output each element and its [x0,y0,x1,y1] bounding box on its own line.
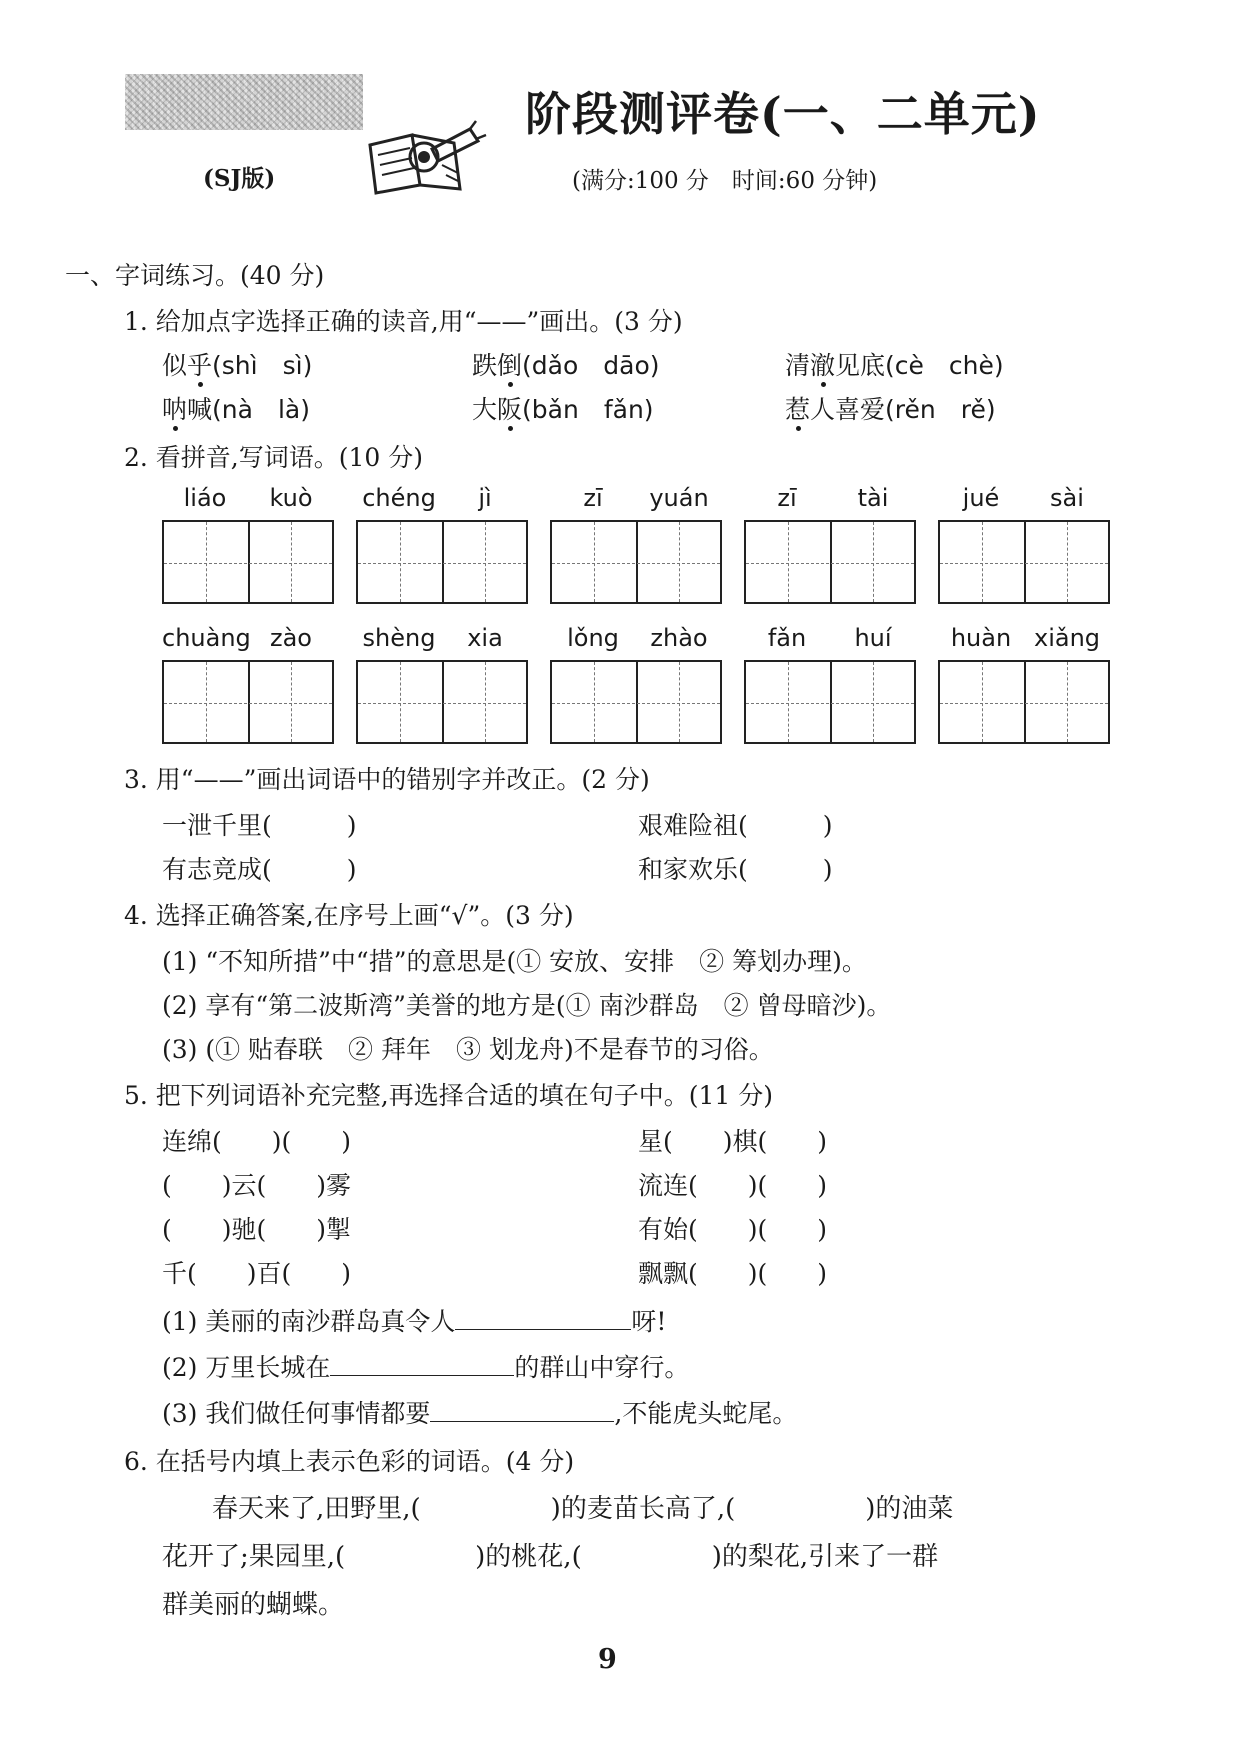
publisher-logo [125,74,363,130]
answer-blank[interactable] [455,1307,631,1330]
q5-word: 星( )棋( ) [638,1127,828,1156]
writing-grid[interactable] [550,520,722,604]
writing-grid[interactable] [550,660,722,744]
q3-item: 和家欢乐( ) [638,855,833,884]
question-3-prompt: 3. 用“——”画出词语中的错别字并改正。(2 分) [124,765,650,794]
answer-blank[interactable] [330,1353,514,1376]
q5-word: ( )云( )雾 [162,1171,352,1200]
section-title: 一、字词练习。(40 分) [65,261,325,290]
q5-word: 千( )百( ) [162,1259,352,1288]
q1-item: 惹人喜爱(rěn rě) [785,395,996,424]
q1-item: 清澈见底(cè chè) [785,351,1004,380]
q6-passage-line: 春天来了,田野里,( )的麦苗长高了,( )的油菜 [212,1494,954,1524]
q5-word: 流连( )( ) [638,1171,828,1200]
q1-item: 似乎(shì sì) [162,351,313,380]
writing-grid[interactable] [162,660,334,744]
writing-grid[interactable] [162,520,334,604]
score-time-info: (满分:100 分 时间:60 分钟) [572,168,878,194]
writing-grid[interactable] [938,520,1110,604]
q5-word: 飘飘( )( ) [638,1259,828,1288]
question-1-prompt: 1. 给加点字选择正确的读音,用“——”画出。(3 分) [124,307,683,336]
page-number: 9 [598,1644,617,1675]
q5-word: 连绵( )( ) [162,1127,352,1156]
question-5-prompt: 5. 把下列词语补充完整,再选择合适的填在句子中。(11 分) [124,1081,774,1110]
question-4-prompt: 4. 选择正确答案,在序号上画“√”。(3 分) [124,901,574,930]
q1-item: 跌倒(dǎo dāo) [472,351,660,380]
q5-sentence: (3) 我们做任何事情都要 ,不能虎头蛇尾。 [162,1399,798,1428]
q3-item: 有志竞成( ) [162,855,357,884]
writing-grid[interactable] [356,660,528,744]
edition-label: (SJ版) [203,165,276,192]
q6-passage-line: 群美丽的蝴蝶。 [162,1590,345,1620]
q4-item: (2) 享有“第二波斯湾”美誉的地方是(① 南沙群岛 ② 曾母暗沙)。 [162,991,892,1020]
q1-item: 呐喊(nà là) [162,395,310,424]
writing-grid[interactable] [356,520,528,604]
writing-grid[interactable] [744,660,916,744]
writing-grid[interactable] [938,660,1110,744]
question-2-prompt: 2. 看拼音,写词语。(10 分) [124,443,424,472]
q4-item: (1) “不知所措”中“措”的意思是(① 安放、安排 ② 筹划办理)。 [162,947,867,976]
q1-item: 大阪(bǎn fǎn) [472,395,654,424]
q5-word: 有始( )( ) [638,1215,828,1244]
q4-item: (3) (① 贴春联 ② 拜年 ③ 划龙舟)不是春节的习俗。 [162,1035,774,1064]
q5-sentence: (1) 美丽的南沙群岛真令人 呀! [162,1307,667,1336]
q5-sentence: (2) 万里长城在 的群山中穿行。 [162,1353,690,1382]
page-title: 阶段测评卷(一、二单元) [525,87,1041,141]
question-6-prompt: 6. 在括号内填上表示色彩的词语。(4 分) [124,1447,575,1476]
writing-grid[interactable] [744,520,916,604]
q5-word: ( )驰( )掣 [162,1215,352,1244]
q3-item: 一泄千里( ) [162,811,357,840]
book-illustration-icon [362,115,492,197]
q6-passage-line: 花开了;果园里,( )的桃花,( )的梨花,引来了一群 [162,1542,939,1572]
q3-item: 艰难险祖( ) [638,811,833,840]
answer-blank[interactable] [430,1399,614,1422]
